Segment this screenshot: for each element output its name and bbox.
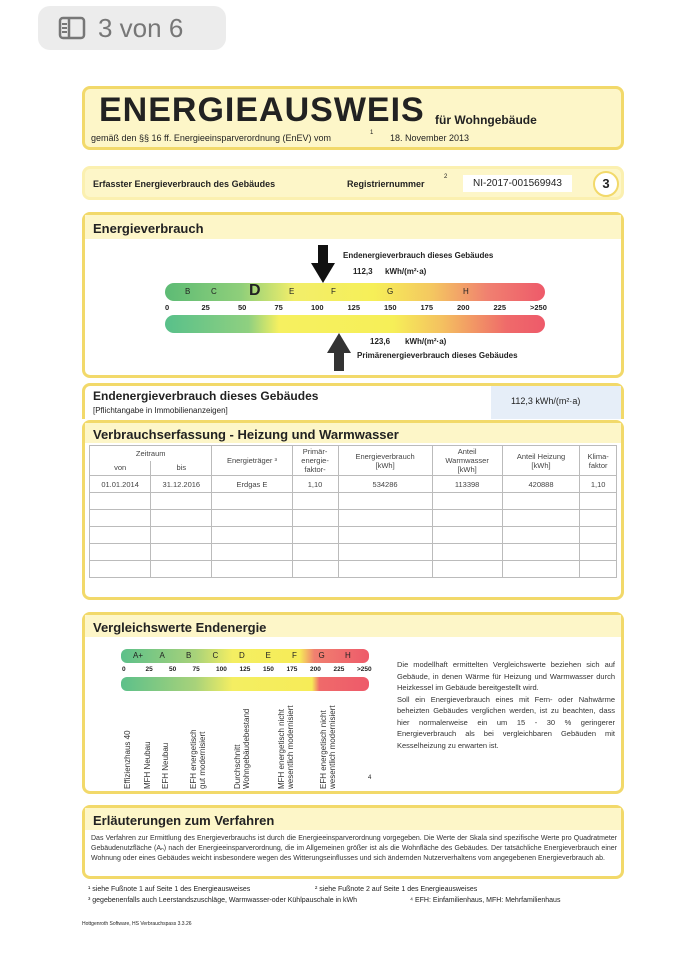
table-cell [90, 493, 151, 510]
energy-tick: 150 [384, 303, 397, 312]
end-energy-arrow-icon [311, 245, 335, 283]
table-cell [151, 544, 212, 561]
table-cell [502, 510, 580, 527]
law-sup: 1 [370, 130, 374, 136]
table-cell [151, 527, 212, 544]
compare-class: B [186, 651, 192, 660]
energy-header [85, 215, 621, 239]
compare-scale-bottom [121, 677, 369, 691]
table-cell [338, 561, 432, 578]
table-cell [432, 561, 502, 578]
energy-class-E: E [289, 287, 295, 296]
primary-energy-label: Primärenergieverbrauch dieses Gebäudes [357, 351, 518, 360]
end-energy-value-cell [491, 386, 621, 419]
header-box [82, 86, 624, 150]
compare-text: Die modellhaft ermittelten Vergleichswerte beziehen sich auf Gebäude, in denen Wärme für Heizung und Warmwasser durch Heizkessel im Gebäude bereitgestellt wird. Soll ein Energieverbrauch eines mit Fern- oder Nahwärme beheizten Gebäudes verglichen werden, ist zu beachten, dass hier normalerweise ein um 15 - 30 % geringerer Energieverbrauch als bei vergleichbaren Gebäuden mit Kesselheizung zu erwarten ist. [397, 660, 615, 750]
energy-tick: >250 [530, 303, 547, 312]
end-energy-title: Endenergieverbrauch dieses Gebäudes [93, 389, 319, 403]
table-cell [151, 493, 212, 510]
col-bis: bis [151, 461, 212, 476]
compare-tick: 75 [192, 666, 200, 673]
col-ww: Anteil Warmwasser [kWh] [432, 446, 502, 476]
energy-tick: 175 [420, 303, 434, 312]
explain-header [85, 808, 621, 830]
energy-class-B: B [185, 287, 191, 296]
software-credit: Hottgenroth Software, HS Verbrauchspass 3.3.26 [82, 921, 192, 927]
compare-tick: 150 [263, 666, 274, 673]
compare-label: EFH energetisch gut modernisiert [189, 729, 207, 789]
table-cell [212, 493, 292, 510]
table-cell [580, 527, 617, 544]
compare-footnote-mark: 4 [368, 775, 372, 781]
primary-energy-arrow-icon [327, 333, 351, 371]
energy-tick: 100 [311, 303, 324, 312]
compare-class: G [318, 651, 325, 660]
table-cell [338, 510, 432, 527]
compare-title: Vergleichswerte Endenergie [93, 620, 267, 635]
compare-label: Durchschnitt Wohngebäudebestand [233, 708, 251, 789]
table-cell [580, 544, 617, 561]
table-cell [292, 561, 338, 578]
table-row [90, 476, 617, 493]
primary-energy-scale [165, 315, 545, 333]
footnote-4: ⁴ EFH: Einfamilienhaus, MFH: Mehrfamilienhaus [410, 897, 561, 904]
table-cell [212, 527, 292, 544]
end-energy-unit: kWh/(m²·a) [385, 267, 427, 276]
table-cell [90, 527, 151, 544]
reg-sup: 2 [444, 174, 448, 180]
table-cell [432, 544, 502, 561]
compare-tick: 0 [122, 666, 126, 673]
table-cell [151, 510, 212, 527]
usage-title: Verbrauchserfassung - Heizung und Warmwasser [93, 427, 399, 442]
table-cell [580, 510, 617, 527]
energy-tick: 50 [238, 303, 247, 312]
reg-label: Registriernummer [347, 179, 425, 189]
end-energy-box [82, 383, 624, 419]
energy-class-G: G [387, 287, 394, 296]
compare-label: EFH energetisch nicht wesentlich modernisiert [319, 705, 337, 789]
registration-row [82, 166, 624, 200]
primary-energy-unit: kWh/(m²·a) [405, 337, 447, 346]
law-date: 18. November 2013 [390, 133, 470, 143]
compare-class: H [345, 651, 351, 660]
compare-scale-top [121, 649, 369, 663]
compare-label: MFH energetisch nicht wesentlich modernisiert [277, 705, 295, 789]
explain-section [82, 805, 624, 879]
energy-tick: 25 [201, 303, 210, 312]
compare-section [82, 612, 624, 794]
col-pef: Primär- energie- faktor- [292, 446, 338, 476]
footnote-1: ¹ siehe Fußnote 1 auf Seite 1 des Energieausweises [88, 886, 251, 893]
table-cell [432, 510, 502, 527]
table-cell [151, 561, 212, 578]
page-number-circle: 3 [593, 171, 619, 197]
energy-tick: 0 [165, 303, 170, 312]
energy-class-H: H [463, 287, 469, 296]
table-cell [292, 493, 338, 510]
reg-number: NI-2017-001569943 [463, 175, 572, 192]
doc-title: ENERGIEAUSWEIS [99, 91, 425, 129]
table-cell [580, 561, 617, 578]
usage-table [89, 445, 617, 578]
usage-section [82, 420, 624, 600]
page-indicator-text: 3 von 6 [98, 12, 184, 43]
primary-energy-value: 123,6 [370, 337, 391, 346]
compare-label: EFH Neubau [161, 742, 170, 789]
table-cell [292, 544, 338, 561]
table-cell [292, 510, 338, 527]
table-cell [502, 493, 580, 510]
footnote-3: ³ gegebenenfalls auch Leerstandszuschläge, Warmwasser-oder Kühlpauschale in kWh [88, 897, 357, 904]
footnote-2: ² siehe Fußnote 2 auf Seite 1 des Energieausweises [315, 886, 478, 893]
table-cell: 113398 [432, 476, 502, 493]
table-row [90, 544, 617, 561]
energy-class-C: C [211, 287, 217, 296]
compare-tick: 225 [333, 666, 345, 673]
table-cell [502, 561, 580, 578]
table-cell: Erdgas E [212, 476, 292, 493]
table-cell [502, 544, 580, 561]
end-energy-label: Endenergieverbrauch dieses Gebäudes [343, 251, 494, 260]
table-row [90, 561, 617, 578]
col-ev: Energieverbrauch [kWh] [338, 446, 432, 476]
compare-tick: 100 [216, 666, 227, 673]
compare-tick: 50 [169, 666, 177, 673]
compare-class: F [292, 651, 297, 660]
usage-header [85, 423, 621, 443]
col-hz: Anteil Heizung [kWh] [502, 446, 580, 476]
compare-header [85, 615, 621, 637]
table-cell [432, 493, 502, 510]
col-klima: Klima- faktor [580, 446, 617, 476]
table-cell [90, 544, 151, 561]
table-cell [292, 527, 338, 544]
table-cell: 1,10 [580, 476, 617, 493]
compare-tick: >250 [357, 666, 372, 673]
col-von: von [90, 461, 151, 476]
page-indicator[interactable] [38, 6, 226, 50]
col-traeger: Energieträger ³ [212, 446, 292, 476]
table-cell [502, 527, 580, 544]
compare-class: A+ [133, 651, 144, 660]
table-row [90, 527, 617, 544]
compare-class: A [159, 651, 165, 660]
consumption-label: Erfasster Energieverbrauch des Gebäudes [93, 179, 276, 189]
table-cell [338, 493, 432, 510]
table-cell [212, 561, 292, 578]
table-cell: 1,10 [292, 476, 338, 493]
end-energy-note: [Pflichtangabe in Immobilienanzeigen] [93, 406, 228, 415]
table-cell [90, 561, 151, 578]
doc-subtitle: für Wohngebäude [435, 113, 537, 127]
table-cell [212, 510, 292, 527]
compare-tick: 175 [286, 666, 298, 673]
table-cell [580, 493, 617, 510]
energy-section [82, 212, 624, 378]
sidebar-icon [58, 16, 86, 40]
table-cell [90, 510, 151, 527]
energy-tick: 225 [493, 303, 507, 312]
energy-class-D: D [249, 282, 261, 299]
explain-title: Erläuterungen zum Verfahren [93, 813, 275, 828]
law-ref: gemäß den §§ 16 ff. Energieeinsparverordnung (EnEV) vom [91, 133, 331, 143]
table-cell [338, 527, 432, 544]
table-cell [212, 544, 292, 561]
energy-tick: 200 [457, 303, 470, 312]
energy-tick: 125 [347, 303, 361, 312]
explain-text: Das Verfahren zur Ermittlung des Energieverbrauchs ist durch die Energieeinsparverordnung vorgegeben. Die Werte der Skala sind spezifische Werte pro Quadratmeter Gebäudenutzfläche (Aₙ) nach der Energieeinsparverordnung, die im Allgemeinen größer ist als die Wohnfläche des Gebäudes. Der tatsächliche Energieverbrauch einer Wohnung oder eines Gebäudes weicht insbesondere wegen des Witterungseinflusses und sich ändernden Nutzerverhaltens vom angegebenen Energieverbrauch ab. [91, 835, 617, 862]
compare-class: C [212, 651, 219, 660]
end-energy-scale [165, 283, 545, 301]
compare-class: D [239, 651, 245, 660]
table-cell: 31.12.2016 [151, 476, 212, 493]
compare-tick: 200 [310, 666, 321, 673]
compare-label: Effizienzhaus 40 [123, 730, 132, 789]
table-cell [338, 544, 432, 561]
compare-label: MFH Neubau [143, 741, 152, 789]
end-energy-value: 112,3 [353, 267, 373, 276]
compare-tick: 125 [239, 666, 251, 673]
end-energy-value-text: 112,3 kWh/(m²·a) [511, 396, 581, 406]
compare-tick: 25 [145, 666, 153, 673]
table-row [90, 510, 617, 527]
table-cell [432, 527, 502, 544]
compare-class: E [265, 651, 271, 660]
table-cell: 420888 [502, 476, 580, 493]
table-cell: 534286 [338, 476, 432, 493]
table-cell: 01.01.2014 [90, 476, 151, 493]
energy-title: Energieverbrauch [93, 221, 204, 236]
energy-tick: 75 [274, 303, 283, 312]
table-row [90, 493, 617, 510]
energy-class-F: F [331, 287, 336, 296]
col-zeitraum: Zeitraum [90, 446, 212, 461]
